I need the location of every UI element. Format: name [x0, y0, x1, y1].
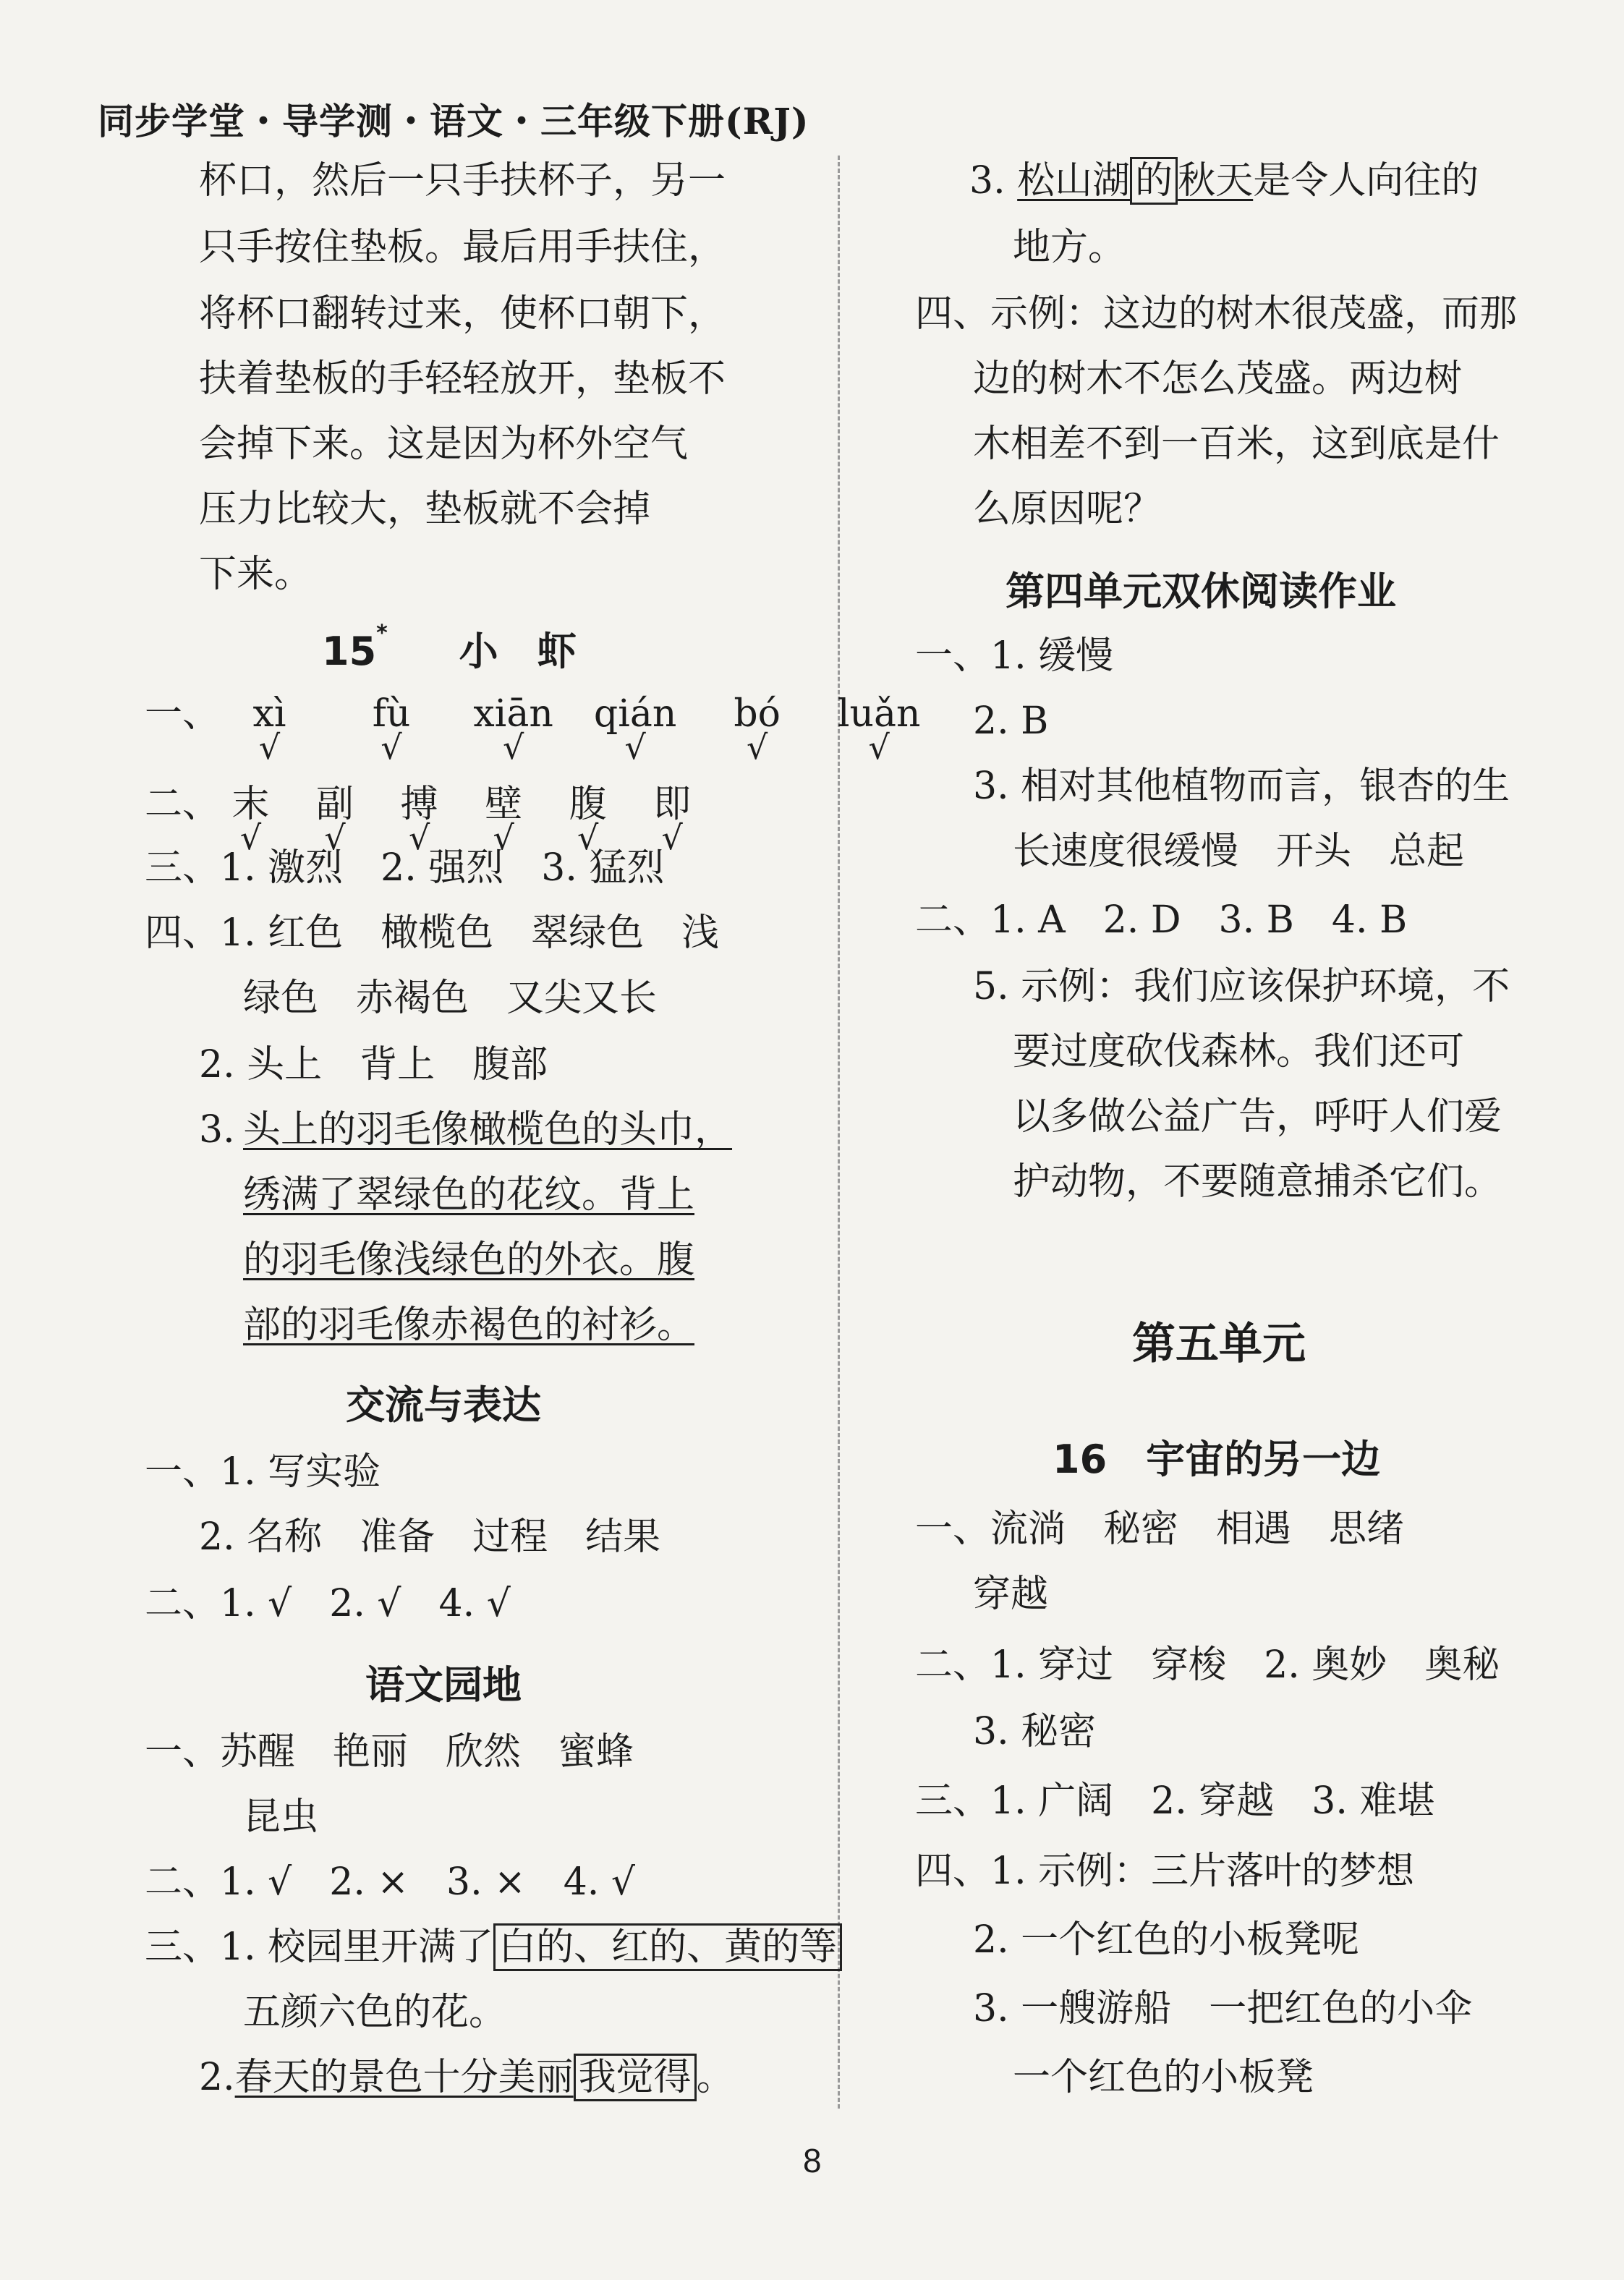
exchange-3: 二、1. √ 2. √ 4. √	[145, 1582, 511, 1625]
garden-3-2-prefix: 2.	[199, 2056, 235, 2099]
q4-1b: 绿色 赤褐色 又尖又长	[243, 977, 658, 1020]
unit4-5a: 5. 示例：我们应该保护环境，不	[973, 965, 1510, 1008]
q4-3-line-2: 绣满了翠绿色的花纹。背上	[243, 1173, 695, 1217]
exchange-1: 一、1. 写实验	[145, 1450, 381, 1494]
r3-prefix: 3.	[969, 159, 1006, 203]
check-icon: √	[258, 728, 281, 767]
char-3: 搏 √	[383, 781, 456, 828]
intro-line-3: 将杯口翻转过来，使杯口朝下，	[199, 292, 726, 336]
check-icon: √	[493, 818, 514, 857]
lesson15-star: *	[376, 621, 388, 646]
q4-3-prefix: 3.	[199, 1108, 235, 1152]
section-garden-heading: 语文园地	[365, 1662, 522, 1708]
char-6: 即 √	[636, 781, 708, 828]
s4c: 3. 一艘游船 一把红色的小伞	[973, 1987, 1473, 2030]
garden-3-1-prefix: 三、1. 校园里开满了	[145, 1926, 494, 1969]
q4-3-line-4: 部的羽毛像赤褐色的衬衫。	[243, 1303, 695, 1347]
check-icon: √	[408, 818, 430, 857]
check-icon: √	[577, 818, 599, 857]
intro-line-7: 下来。	[199, 553, 313, 596]
q1-pinyin-row	[145, 691, 934, 767]
intro-line-6: 压力比较大，垫板就不会掉	[199, 488, 651, 531]
pinyin-4: qián √	[580, 691, 690, 737]
unit4-2: 2. B	[973, 699, 1049, 743]
s2a: 二、1. 穿过 穿梭 2. 奥妙 奥秘	[915, 1643, 1500, 1687]
lesson15-title: 小 虾	[459, 629, 577, 674]
check-icon: √	[624, 728, 646, 767]
r4b: 边的树木不怎么茂盛。两边树	[973, 357, 1463, 401]
unit4-3b: 长速度很缓慢 开头 总起	[1013, 830, 1465, 873]
s3: 三、1. 广阔 2. 穿越 3. 难堪	[915, 1779, 1435, 1823]
char-2: 副 √	[299, 781, 371, 828]
garden-3-2-underlined: 春天的景色十分美丽	[234, 2056, 574, 2099]
r4a: 四、示例：这边的树木很茂盛，而那	[915, 292, 1518, 336]
unit4-1: 一、1. 缓慢	[915, 634, 1114, 678]
garden-3-1	[145, 1924, 842, 1970]
r3-underline-2: 秋天	[1178, 159, 1254, 203]
garden-1a: 一、苏醒 艳丽 欣然 蜜蜂	[145, 1730, 634, 1774]
page-header: 同步学堂・导学测・语文・三年级下册(RJ)	[98, 100, 809, 142]
unit4-4: 二、1. A 2. D 3. B 4. B	[915, 898, 1408, 942]
garden-3-2	[199, 2054, 734, 2101]
s2b: 3. 秘密	[973, 1710, 1097, 1753]
section-unit4-heading: 第四单元双休阅读作业	[1006, 569, 1396, 614]
page-number: 8	[803, 2142, 822, 2179]
unit4-5c: 以多做公益广告，呼吁人们爱	[1013, 1095, 1502, 1139]
garden-1b: 昆虫	[243, 1795, 319, 1839]
s1b: 穿越	[973, 1573, 1049, 1616]
pinyin-3: xiān √	[459, 691, 569, 737]
unit4-5d: 护动物，不要随意捕杀它们。	[1013, 1160, 1502, 1204]
s4d: 一个红色的小板凳	[1013, 2056, 1314, 2099]
q4-3-line-1: 头上的羽毛像橄榄色的头巾，	[243, 1108, 733, 1152]
garden-3-2-boxed: 我觉得	[574, 2054, 697, 2101]
r4d: 么原因呢？	[973, 488, 1162, 531]
s1a: 一、流淌 秘密 相遇 思绪	[915, 1507, 1405, 1551]
s4a: 四、1. 示例：三片落叶的梦想	[915, 1850, 1415, 1893]
char-5: 腹 √	[552, 781, 624, 828]
check-icon: √	[324, 818, 346, 857]
q4-3-line-3: 的羽毛像浅绿色的外衣。腹	[243, 1238, 695, 1282]
garden-2: 二、1. √ 2. × 3. × 4. √	[145, 1860, 635, 1904]
r3-underline-1: 松山湖	[1017, 159, 1131, 203]
s4b: 2. 一个红色的小板凳呢	[973, 1918, 1360, 1962]
garden-3-1-boxed: 白的、红的、黄的等	[493, 1923, 842, 1971]
check-icon: √	[868, 728, 890, 767]
section-exchange-heading: 交流与表达	[346, 1382, 541, 1428]
check-icon: √	[381, 728, 402, 767]
section-unit5-heading: 第五单元	[1132, 1319, 1306, 1369]
lesson16-heading: 16 宇宙的另一边	[1053, 1437, 1381, 1482]
check-icon: √	[502, 728, 524, 767]
char-1: 末 √	[215, 781, 287, 828]
q2-chars-row	[145, 781, 708, 857]
garden-3-1b: 五颜六色的花。	[243, 1991, 507, 2034]
lesson15-number: 15	[322, 629, 377, 674]
intro-line-5: 会掉下来。这是因为杯外空气	[199, 422, 689, 466]
garden-3-2-end: 。	[696, 2056, 734, 2099]
pinyin-5: bó √	[702, 691, 812, 737]
q4-1a: 四、1. 红色 橄榄色 翠绿色 浅	[145, 911, 720, 955]
exchange-2: 2. 名称 准备 过程 结果	[199, 1515, 661, 1559]
r4c: 木相差不到一百米，这到底是什	[973, 422, 1500, 466]
q4-2: 2. 头上 背上 腹部	[199, 1043, 548, 1086]
r3-line	[969, 158, 1479, 204]
intro-line-1: 杯口，然后一只手扶杯子，另一	[199, 159, 726, 203]
lesson15-heading	[322, 621, 577, 676]
unit4-3a: 3. 相对其他植物而言，银杏的生	[973, 765, 1510, 808]
pinyin-2: fù √	[336, 691, 446, 737]
q3-answers: 三、1. 激烈 2. 强烈 3. 猛烈	[145, 846, 665, 890]
r3b: 地方。	[1013, 226, 1126, 269]
check-icon: √	[239, 818, 262, 857]
pinyin-6: luǎn √	[824, 691, 934, 737]
intro-line-2: 只手按住垫板。最后用手扶住，	[199, 226, 726, 269]
r3-boxed: 的	[1130, 157, 1178, 205]
column-divider	[838, 156, 840, 2109]
pinyin-1: xì √	[215, 691, 325, 737]
check-icon: √	[747, 728, 768, 767]
q1-label: 一、	[145, 692, 221, 736]
r3-rest: 是令人向往的	[1253, 159, 1479, 203]
unit4-5b: 要过度砍伐森林。我们还可	[1013, 1030, 1465, 1073]
char-4: 壁 √	[467, 781, 540, 828]
intro-line-4: 扶着垫板的手轻轻放开，垫板不	[199, 357, 726, 401]
check-icon: √	[661, 818, 683, 857]
q2-label: 二、	[145, 783, 221, 826]
